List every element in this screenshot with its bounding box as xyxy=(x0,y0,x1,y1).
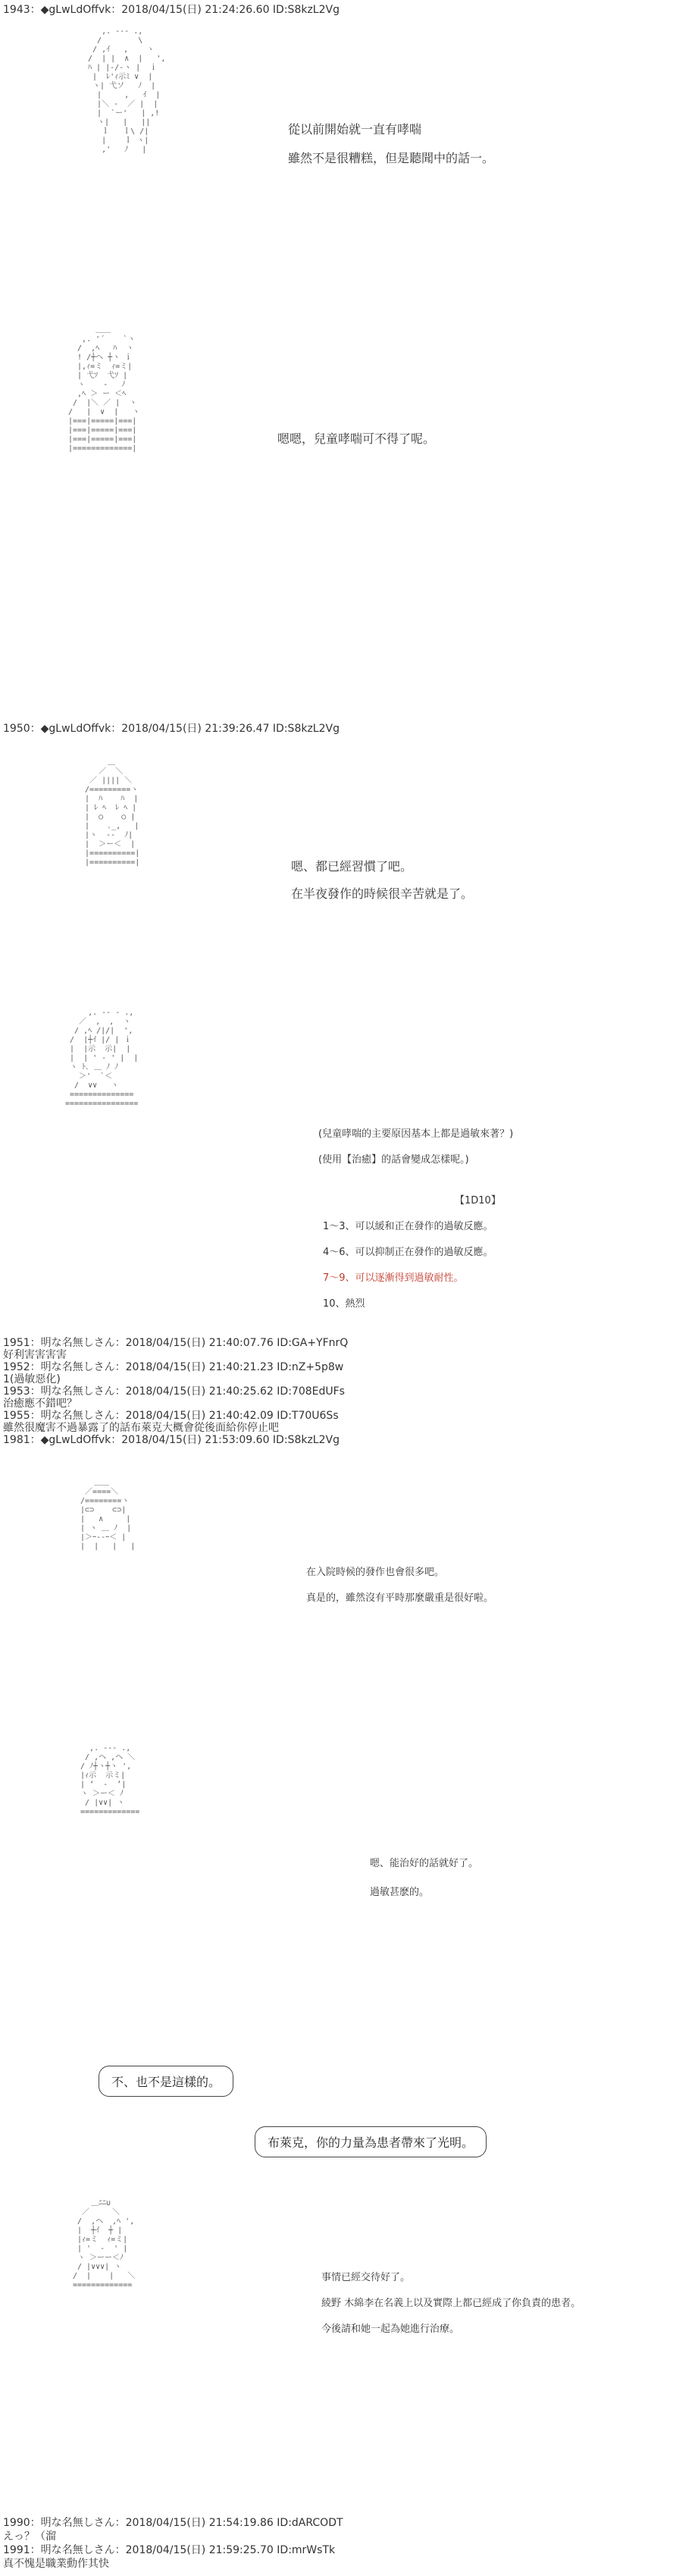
dialogue-line: 真是的，雖然沒有平時那麼嚴重是很好啦。 xyxy=(306,1592,494,1604)
dice-option: 10、熱烈 xyxy=(323,1298,365,1310)
dice-option: 1～3、可以緩和正在發作的過敏反應。 xyxy=(323,1221,493,1232)
dialogue-line: 嗯、能治好的話就好了。 xyxy=(370,1858,479,1869)
dice-option: 4～6、可以抑制正在發作的過敏反應。 xyxy=(323,1247,493,1258)
response-header: 1990：明な名無しさん：2018/04/15(日) 21:54:19.86 ID:dARCODT xyxy=(3,2517,343,2529)
speech-bubble: 不、也不是這樣的。 xyxy=(99,2066,233,2097)
response-body: えっ？（溜 xyxy=(3,2531,56,2543)
ascii-art: ,. -‐- ., / ,ヘ ,ヘ ＼ / ﾉ┼ヽ┼ヽ ', |ｨ示 示ミ| | ‘ - ’| ヽ ＞ー＜ ﾉ / |∨∨| ヽ ============= xyxy=(80,1744,140,1816)
dialogue-line: 事情已經交待好了。 xyxy=(321,2272,411,2283)
response-header: 1952：明な名無しさん：2018/04/15(日) 21:40:21.23 ID:nZ+5p8w xyxy=(3,1361,344,1373)
response-header: 1955：明な名無しさん：2018/04/15(日) 21:40:42.09 ID:T70U6Ss xyxy=(3,1410,339,1422)
ascii-art: ,. -‐- ., / \ / ,ｲ , ヽ / | | ∧ | ', ﾊ | |-/‐ヽ | ｉ | ﾚ'ｨ示ﾐ ∨ | ヽ| 弋ソ ﾉ | | , ｲ | |＼ ‐ ／ | | | `ー' | ,! ヽ| | || ｌ ｌ\ /| | ｌ ヽ| ,' ﾉ | xyxy=(88,27,166,154)
dice-option-selected: 7～9、可以逐漸得到過敏耐性。 xyxy=(323,1272,464,1284)
dialogue-line: 綾野 木綿李在名義上以及實際上都已經成了你負責的患者。 xyxy=(321,2298,581,2309)
dialogue-line: 在半夜發作的時候很辛苦就是了。 xyxy=(291,886,474,901)
response-body: 真不愧是職業動作其快 xyxy=(3,2558,109,2570)
dialogue-line: 過敏甚麽的。 xyxy=(370,1887,430,1898)
ascii-art: ,. -‐ - ., ／ , , ヽ / ,ﾍ /|/| ', / |┼ｲ |/ | ｉ | |示 示| | | | ' ‐ ' | | ヽ ﾄ､ ＿ ﾉ ﾉ ＞' `＜ / ∨∨ ヽ ============== ================ xyxy=(65,1009,139,1108)
dialogue-line: 嗯、都已經習慣了吧。 xyxy=(291,859,413,874)
response-header: 1953：明な名無しさん：2018/04/15(日) 21:40:25.62 ID:708EdUFs xyxy=(3,1385,345,1398)
ascii-art: ＿＿ ／====＼ /========ヽ |⊂⊃ ⊂⊃| | ∧ | | ヽ ＿ ﾉ | |＞ｰ--ｰ＜ | | | | | xyxy=(80,1479,136,1551)
dialogue-line: 今後請和她一起為她進行治療。 xyxy=(321,2323,460,2335)
response-header: 1951：明な名無しさん：2018/04/15(日) 21:40:07.76 ID:GA+YFnrQ xyxy=(3,1337,349,1349)
ascii-art: ＿ﾆﾆ∪ ／ ＼ / ,ヘ ,ﾍ ', | ┼ｲ ┼ | |ｨ=ミ ｨ=ミ| | ' ‐ ' | ヽ ＞ーー＜ﾉ / |∨∨∨| ヽ / | | ＼ ============= xyxy=(73,2199,136,2289)
response-body: 好利害害害害 xyxy=(3,1349,67,1361)
post-header: 1950：◆gLwLdOffvk：2018/04/15(日) 21:39:26.47 ID:S8kzL2Vg xyxy=(3,723,340,735)
response-header: 1991：明な名無しさん：2018/04/15(日) 21:59:25.70 ID:mrWsTk xyxy=(3,2544,336,2556)
dialogue-line: (使用【治癒】的話會變成怎樣呢。) xyxy=(318,1154,469,1166)
post-header: 1981：◆gLwLdOffvk：2018/04/15(日) 21:53:09.60 ID:S8kzL2Vg xyxy=(3,1434,340,1446)
dialogue-line: 雖然不是很糟糕，但是聽聞中的話一。 xyxy=(288,151,495,165)
response-body: 雖然很魔害不過暴露了的話布萊克大概會從後面給你停止吧 xyxy=(3,1422,279,1434)
ascii-art: ＿＿ ,. '´ `ヽ / ,ﾍ ﾊ ヽ ! /┼ヘ ┼ヽ ｉ |,ｨ=ミ ｨ=ミ| | 弋ｿ 弋ｿ | ヽ ‐ ﾉ ,ﾍ ＞ ー ＜ﾍ / |＼ ／ | ヽ / | ∨ | ヽ |===|=====|===| |===|=====|===| |===|=====|===| |=============| xyxy=(68,326,140,453)
dialogue-line: 在入院時候的發作也會很多吧。 xyxy=(306,1567,445,1578)
response-body: 1(過敏惡化) xyxy=(3,1373,61,1385)
speech-bubble: 布萊克，你的力量為患者帶來了光明。 xyxy=(255,2126,487,2157)
response-body: 治癒應不錯吧？ xyxy=(3,1398,77,1410)
post-header: 1943：◆gLwLdOffvk：2018/04/15(日) 21:24:26.60 ID:S8kzL2Vg xyxy=(3,4,340,16)
dice-label: 【1D10】 xyxy=(455,1195,501,1206)
dialogue-line: 從以前開始就一直有哮喘 xyxy=(288,122,422,136)
ascii-art: ＿ ／ ＼ ／ |||| ＼ /=========ヽ | ﾊ ﾊ | | ﾚ ﾍ ﾚ ﾍ | | ○ ○ | | ､_, | |ヽ ‐‐ ﾉ| | ＞ー＜ | |==========| |==========| xyxy=(85,758,140,867)
dialogue-line: (兒童哮喘的主要原因基本上都是過敏來著？) xyxy=(318,1128,514,1140)
dialogue-line: 嗯嗯，兒童哮喘可不得了呢。 xyxy=(277,431,436,446)
